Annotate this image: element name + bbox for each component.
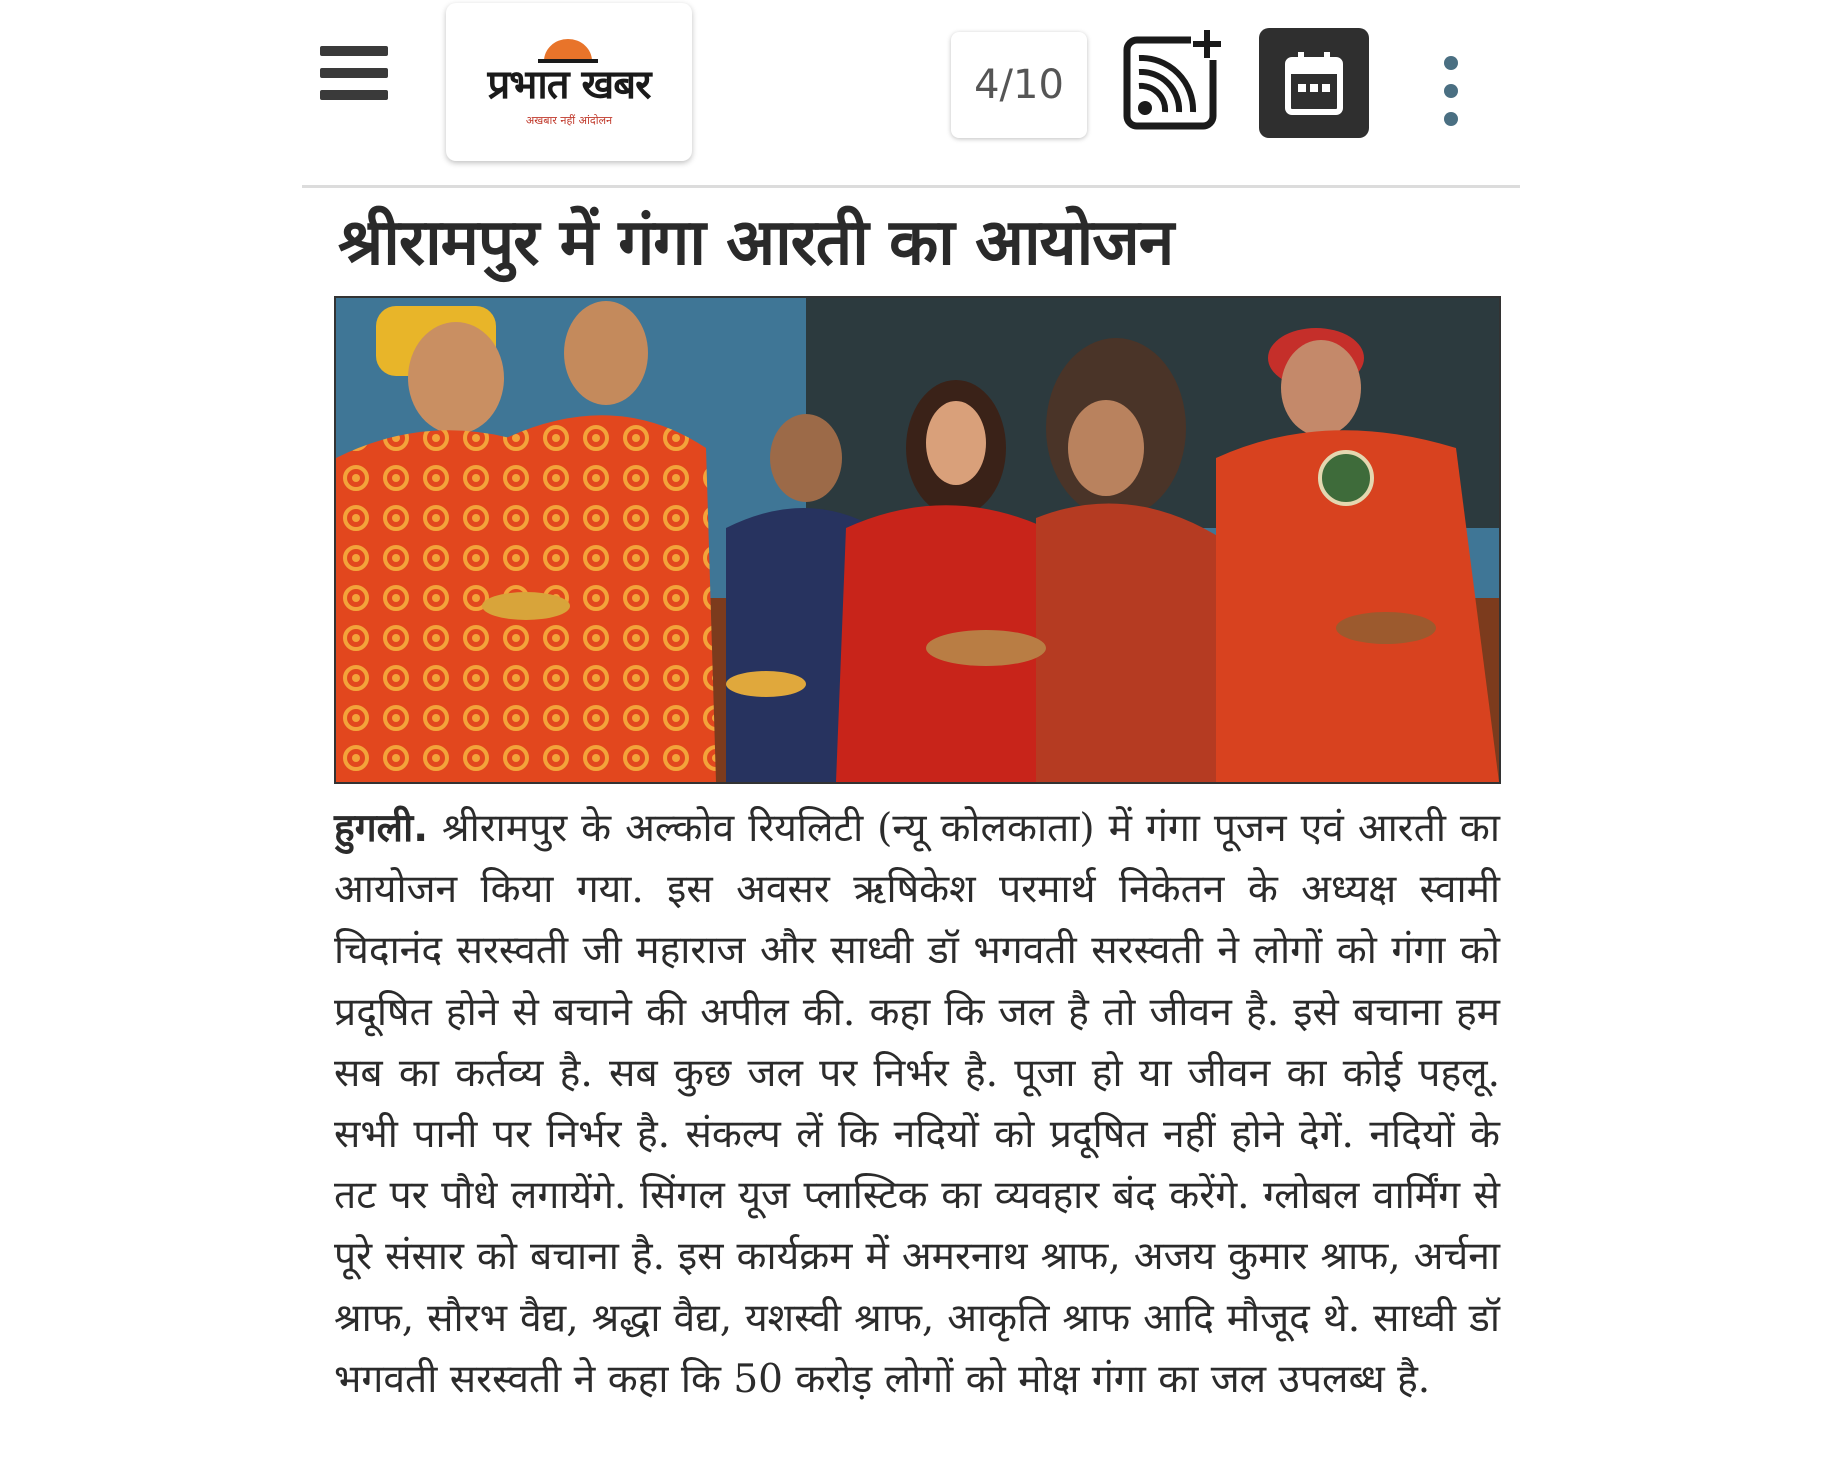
toolbar-divider: [302, 185, 1520, 188]
article-headline: श्रीरामपुर में गंगा आरती का आयोजन: [338, 206, 1174, 280]
article-text: श्रीरामपुर के अल्कोव रियलिटी (न्यू कोलकाता) में गंगा पूजन एवं आरती का आयोजन किया गया. इस अवसर ऋषिकेश परमार्थ निकेतन के अध्यक्ष स्वामी चिदानंद सरस्वती जी महाराज और साध्वी डॉ भगवती सरस्वती ने लोगों को गंगा को प्रदूषित होने से बचाने की अपील की. कहा कि जल है तो जीवन है. इसे बचाना हम सब का कर्तव्य है. सब कुछ जल पर निर्भर है. पूजा हो या जीवन का कोई पहलू. सभी पानी पर निर्भर है. संकल्प लें कि नदियों को प्रदूषित नहीं होने देगें. नदियों के तट पर पौधे लगायेंगे. सिंगल यूज प्लास्टिक का व्यवहार बंद करेंगे. ग्लोबल वार्मिंग से पूरे संसार को बचाना है. इस कार्यक्रम में अमरनाथ श्राफ, अजय कुमार श्राफ, अर्चना श्राफ, सौरभ वैद्य, श्रद्धा वैद्य, यशस्वी श्राफ, आकृति श्राफ आदि मौजूद थे. साध्वी डॉ भगवती सरस्वती ने कहा कि 50 करोड़ लोगों को मोक्ष गंगा का जल उपलब्ध है.: [334, 806, 1500, 1402]
page-indicator[interactable]: 4/10: [951, 32, 1087, 138]
top-toolbar: [0, 0, 1841, 190]
newspaper-logo[interactable]: [446, 3, 692, 161]
rss-add-icon[interactable]: [1121, 28, 1225, 132]
dateline: हुगली.: [334, 806, 429, 851]
logo-title: प्रभात खबर: [487, 61, 651, 108]
article-body: [334, 798, 1500, 1410]
article-photo[interactable]: [334, 296, 1501, 784]
hamburger-menu-icon[interactable]: [320, 46, 388, 102]
calendar-button[interactable]: [1259, 28, 1369, 138]
calendar-icon: [1284, 50, 1344, 116]
logo-tagline: अखबार नहीं आंदोलन: [525, 114, 613, 127]
more-vertical-icon[interactable]: [1437, 56, 1465, 130]
